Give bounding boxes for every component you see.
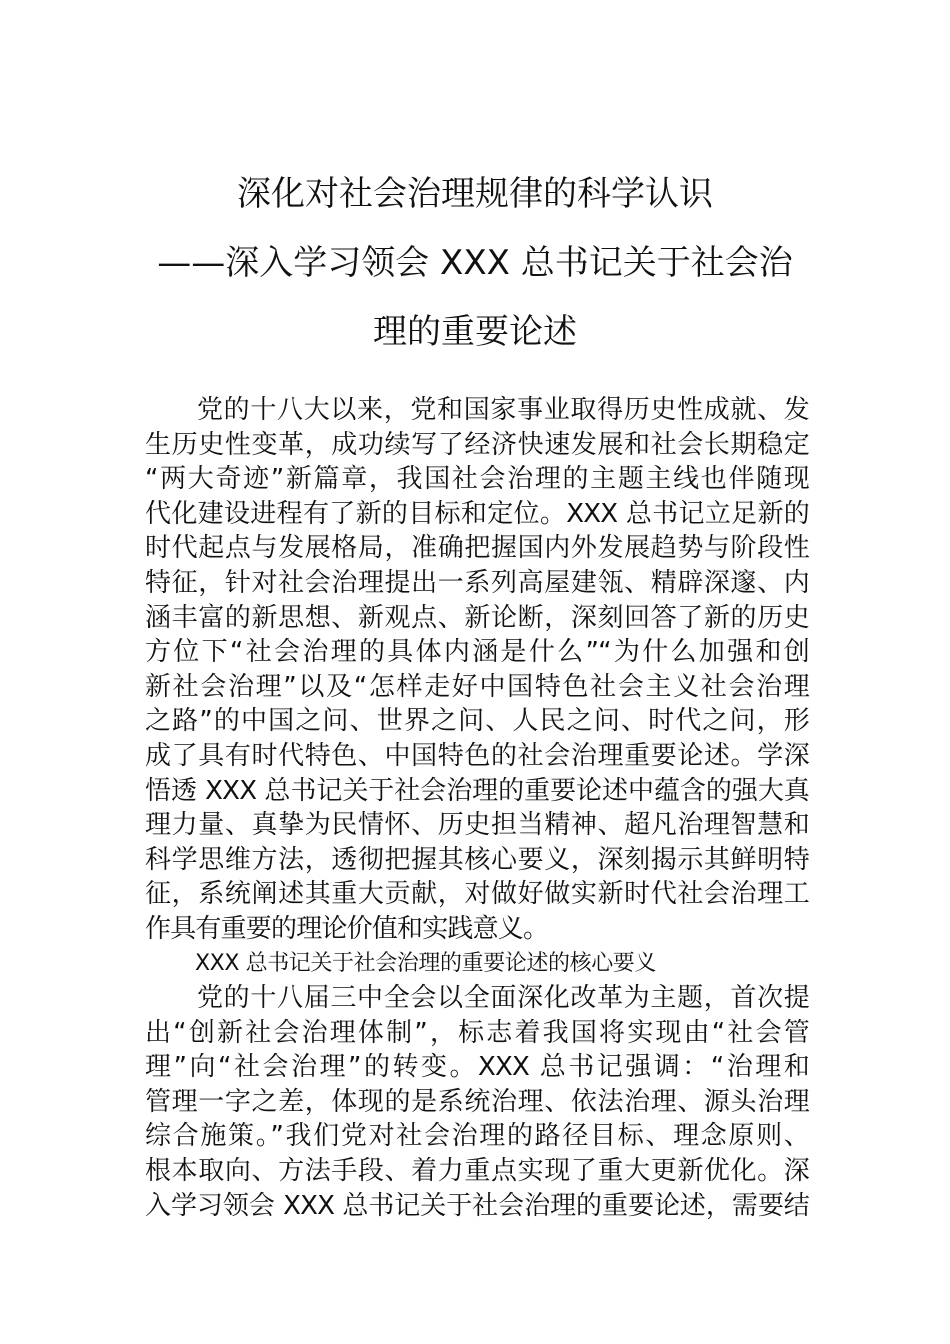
paragraph-line: 生历史性变革，成功续写了经济快速发展和社会长期稳定 <box>145 429 809 460</box>
paragraph-line: 科学思维方法，透彻把握其核心要义，深刻揭示其鲜明特 <box>145 844 809 875</box>
paragraph-line: 党的十八届三中全会以全面深化改革为主题，首次提 <box>197 983 809 1014</box>
title-line-2: ——深入学习领会 XXX 总书记关于社会治 <box>157 243 793 283</box>
paragraph-line: 时代起点与发展格局，准确把握国内外发展趋势与阶段性 <box>145 533 809 564</box>
paragraph-line: 党的十八大以来，党和国家事业取得历史性成就、发 <box>197 395 809 425</box>
paragraph-line: 新社会治理”以及“怎样走好中国特色社会主义社会治理 <box>145 671 809 702</box>
paragraph-line: 征，系统阐述其重大贡献，对做好做实新时代社会治理工 <box>145 879 809 910</box>
paragraph-line: 悟透 XXX 总书记关于社会治理的重要论述中蕴含的强大真 <box>145 775 809 806</box>
paragraph-line: 之路”的中国之问、世界之问、人民之问、时代之问，形 <box>145 706 809 737</box>
paragraph-line: 根本取向、方法手段、着力重点实现了重大更新优化。深 <box>145 1156 809 1187</box>
paragraph-line: “两大奇迹”新篇章，我国社会治理的主题主线也伴随现 <box>145 464 809 495</box>
paragraph-line: 作具有重要的理论价值和实践意义。 <box>145 913 549 944</box>
paragraph-line: 成了具有时代特色、中国特色的社会治理重要论述。学深 <box>145 740 809 771</box>
paragraph-1 <box>145 393 809 947</box>
title-line-3: 理的重要论述 <box>373 312 577 352</box>
title-line-1: 深化对社会治理规律的科学认识 <box>237 174 713 214</box>
paragraph-line: 管理一字之差，体现的是系统治理、依法治理、源头治理 <box>145 1086 809 1117</box>
paragraph-line: 特征，针对社会治理提出一系列高屋建瓴、精辟深邃、内 <box>145 567 809 598</box>
paragraph-line: 入学习领会 XXX 总书记关于社会治理的重要论述，需要结 <box>145 1190 809 1221</box>
paragraph-line: 理”向“社会治理”的转变。XXX 总书记强调：“治理和 <box>145 1052 809 1083</box>
document-title <box>120 160 830 367</box>
paragraph-line: 理力量、真挚为民情怀、历史担当精神、超凡治理智慧和 <box>145 810 809 841</box>
paragraph-line: 代化建设进程有了新的目标和定位。XXX 总书记立足新的 <box>145 498 809 529</box>
paragraph-line: 涵丰富的新思想、新观点、新论断，深刻回答了新的历史 <box>145 602 809 633</box>
section-heading: XXX 总书记关于社会治理的重要论述的核心要义 <box>195 950 657 976</box>
paragraph-2 <box>145 981 809 1223</box>
paragraph-line: 综合施策。”我们党对社会治理的路径目标、理念原则、 <box>145 1121 809 1152</box>
paragraph-line: 方位下“社会治理的具体内涵是什么”“为什么加强和创 <box>145 637 809 668</box>
paragraph-line: 出“创新社会治理体制”，标志着我国将实现由“社会管 <box>145 1017 809 1048</box>
document-body <box>145 393 809 1223</box>
